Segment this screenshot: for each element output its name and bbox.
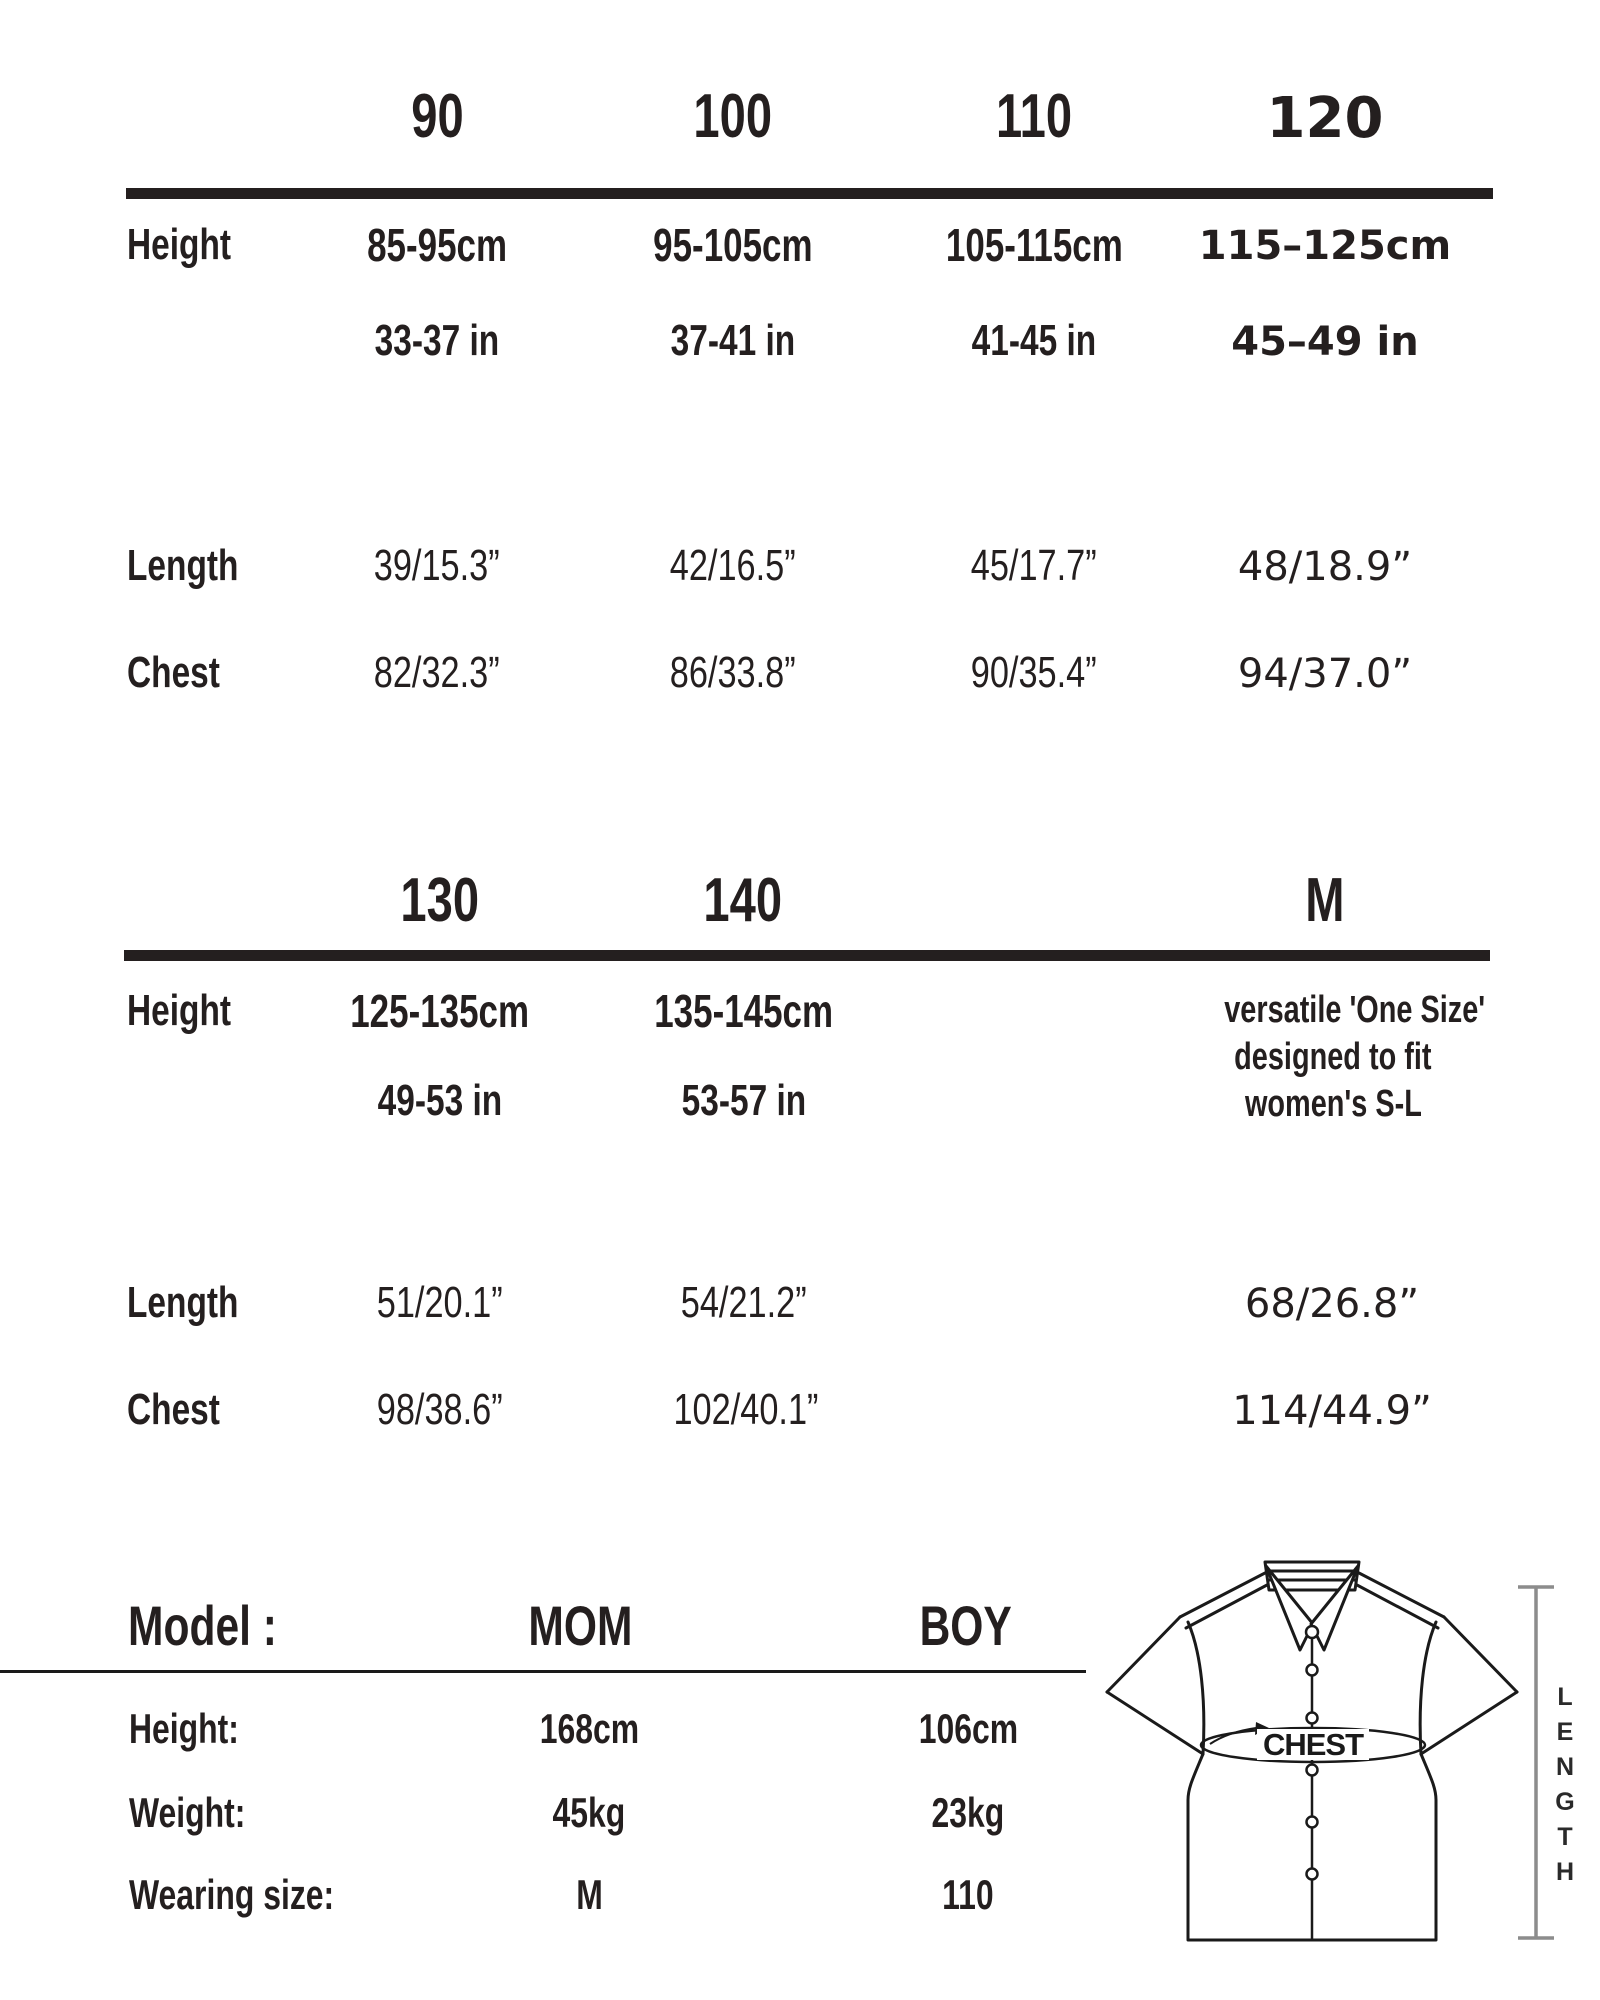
- model-height-label: Height:: [129, 1705, 239, 1752]
- t1-height-cm-90: 85-95cm: [367, 219, 507, 271]
- t1-height-in-120: 45–49 in: [1231, 319, 1419, 365]
- model-table-title: Model :: [128, 1594, 277, 1657]
- t2-one-size-note-line2: designed to fit: [1234, 1036, 1432, 1078]
- t1-height-in-110: 41-45 in: [971, 316, 1097, 365]
- t2-chest-130: 98/38.6”: [377, 1385, 503, 1434]
- t1-header-120: 120: [1266, 86, 1384, 151]
- t2-height-cm-140: 135-145cm: [654, 985, 834, 1037]
- t2-height-cm-130: 125-135cm: [350, 985, 530, 1037]
- t1-length-100: 42/16.5”: [670, 541, 796, 590]
- t2-chest-label: Chest: [127, 1385, 220, 1434]
- chest-label: CHEST: [1262, 1727, 1364, 1762]
- t2-header-140: 140: [703, 866, 783, 935]
- model-weight-label: Weight:: [129, 1789, 246, 1836]
- t2-height-label: Height: [127, 986, 232, 1035]
- t1-header-rule: [126, 188, 1493, 199]
- model-height-boy: 106cm: [918, 1705, 1018, 1752]
- model-col-boy: BOY: [919, 1594, 1013, 1657]
- chest-measure-ellipse: [1201, 1722, 1425, 1762]
- t1-header-90: 90: [410, 82, 464, 151]
- model-wearing-size-label: Wearing size:: [129, 1871, 335, 1918]
- model-wearing-size-boy: 110: [942, 1871, 994, 1918]
- model-weight-boy: 23kg: [931, 1789, 1005, 1836]
- t1-chest-110: 90/35.4”: [971, 648, 1097, 697]
- t1-height-cm-110: 105-115cm: [945, 219, 1123, 271]
- length-dimension-line: [1518, 1587, 1554, 1938]
- t2-chest-m: 114/44.9”: [1232, 1388, 1432, 1434]
- t2-header-rule: [124, 950, 1490, 961]
- t2-header-130: 130: [400, 866, 480, 935]
- t1-header-110: 110: [995, 82, 1073, 151]
- t1-length-label: Length: [127, 541, 239, 590]
- t2-header-m: M: [1305, 866, 1345, 935]
- model-table-rule: [0, 1670, 1086, 1673]
- t1-height-cm-120: 115–125cm: [1198, 223, 1452, 269]
- t1-height-in-90: 33-37 in: [374, 316, 500, 365]
- shirt-measurement-diagram: [1060, 1540, 1600, 1990]
- t1-header-100: 100: [693, 82, 773, 151]
- t1-length-120: 48/18.9”: [1237, 544, 1413, 590]
- t2-one-size-note-line1: versatile 'One Size': [1224, 989, 1486, 1031]
- t1-height-cm-100: 95-105cm: [653, 219, 813, 271]
- t2-height-in-140: 53-57 in: [681, 1076, 807, 1125]
- t2-length-140: 54/21.2”: [681, 1278, 807, 1327]
- model-height-mom: 168cm: [539, 1705, 639, 1752]
- t2-height-in-130: 49-53 in: [377, 1076, 503, 1125]
- t2-one-size-note-line3: women's S-L: [1244, 1083, 1422, 1125]
- model-wearing-size-mom: M: [575, 1871, 603, 1918]
- t2-chest-140: 102/40.1”: [673, 1385, 819, 1434]
- t1-chest-label: Chest: [127, 648, 220, 697]
- t1-length-90: 39/15.3”: [374, 541, 500, 590]
- t1-chest-90: 82/32.3”: [374, 648, 500, 697]
- t1-length-110: 45/17.7”: [971, 541, 1097, 590]
- t1-chest-100: 86/33.8”: [670, 648, 796, 697]
- t1-height-in-100: 37-41 in: [670, 316, 796, 365]
- model-col-mom: MOM: [527, 1594, 632, 1657]
- t1-height-label: Height: [127, 220, 232, 269]
- t1-chest-120: 94/37.0”: [1237, 651, 1413, 697]
- t2-length-label: Length: [127, 1278, 239, 1327]
- model-weight-mom: 45kg: [552, 1789, 626, 1836]
- length-label: LENGTH: [1551, 1683, 1579, 1893]
- t2-length-m: 68/26.8”: [1244, 1281, 1420, 1327]
- t2-length-130: 51/20.1”: [377, 1278, 503, 1327]
